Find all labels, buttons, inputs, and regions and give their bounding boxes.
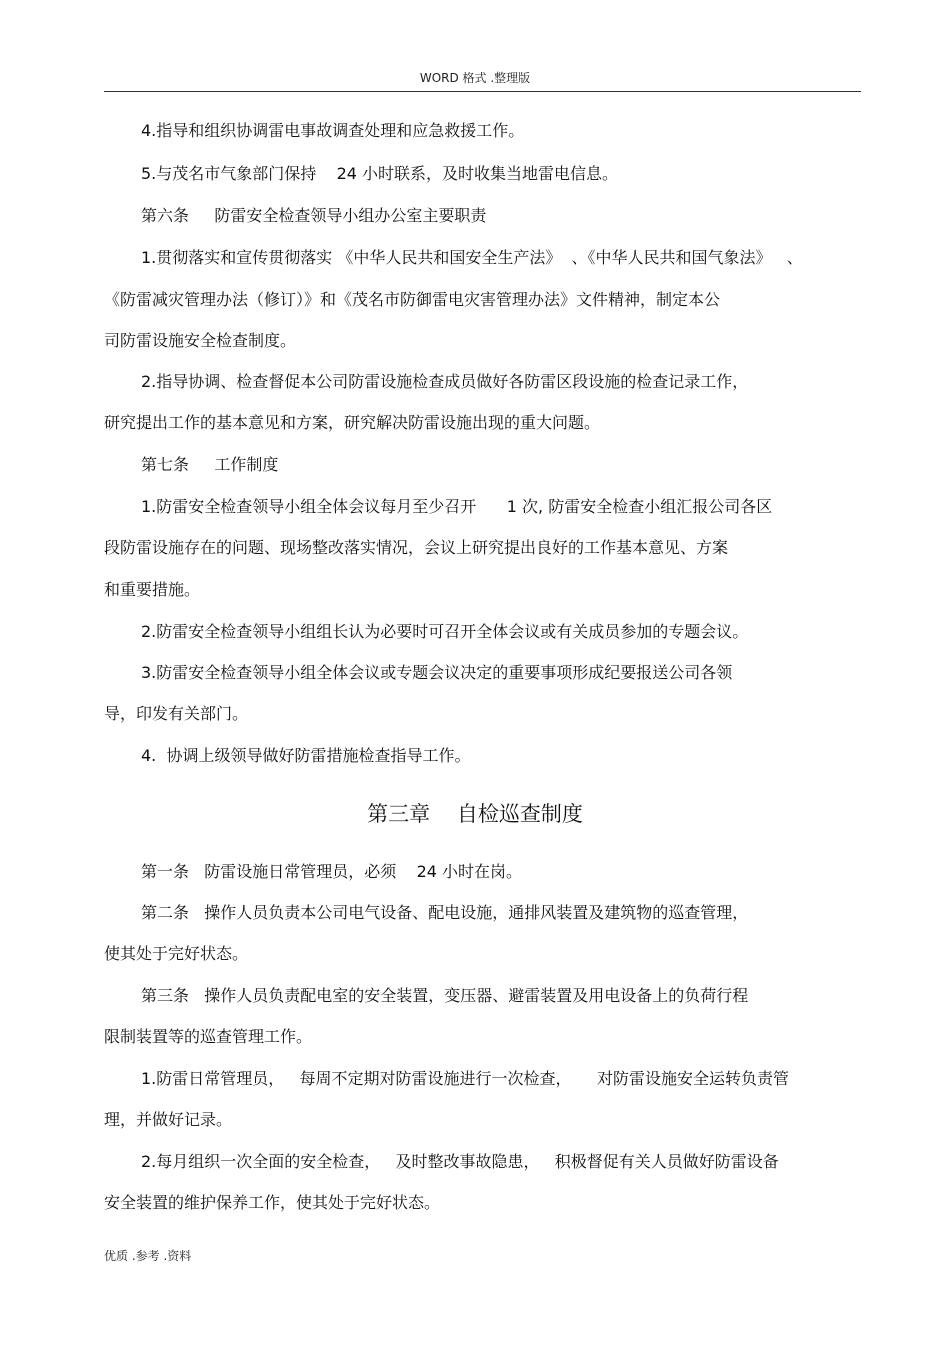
paragraph-line: 段防雷设施存在的问题、现场整改落实情况，会议上研究提出良好的工作基本意见、方案 — [104, 538, 729, 557]
paragraph-line: 4.指导和组织协调雷电事故调查处理和应急救援工作。 — [141, 121, 525, 140]
paragraph-line: 和重要措施。 — [104, 580, 201, 599]
article-line: 第一条 防雷设施日常管理员，必须 24 小时在岗。 — [141, 862, 523, 881]
paragraph-line: 导，印发有关部门。 — [104, 704, 249, 723]
page-header: WORD 格式 .整理版 — [419, 71, 531, 85]
paragraph-line: 1.防雷日常管理员， 每周不定期对防雷设施进行一次检查， 对防雷设施安全运转负责管 — [141, 1069, 789, 1088]
paragraph-line: 2.每月组织一次全面的安全检查， 及时整改事故隐患， 积极督促有关人员做好防雷设备 — [141, 1152, 779, 1171]
paragraph-line: 4. 协调上级领导做好防雷措施检查指导工作。 — [141, 746, 471, 765]
article-title: 第六条 防雷安全检查领导小组办公室主要职责 — [141, 206, 487, 225]
article-line: 第三条 操作人员负责配电室的安全装置，变压器、避雷装置及用电设备上的负荷行程 — [141, 986, 749, 1005]
paragraph-line: 1.防雷安全检查领导小组全体会议每月至少召开 1 次, 防雷安全检查小组汇报公司各区 — [141, 497, 773, 516]
paragraph-line: 司防雷设施安全检查制度。 — [104, 331, 297, 350]
paragraph-line: 5.与茂名市气象部门保持 24 小时联系，及时收集当地雷电信息。 — [141, 164, 619, 183]
header-divider — [104, 91, 861, 92]
paragraph-line: 2.防雷安全检查领导小组组长认为必要时可召开全体会议或有关成员参加的专题会议。 — [141, 622, 749, 641]
paragraph-line: 理，并做好记录。 — [104, 1110, 233, 1129]
paragraph-line: 研究提出工作的基本意见和方案，研究解决防雷设施出现的重大问题。 — [104, 413, 601, 432]
article-title: 第七条 工作制度 — [141, 455, 279, 474]
chapter-heading: 第三章 自检巡查制度 — [367, 802, 583, 826]
paragraph-line: 2.指导协调、检查督促本公司防雷设施检查成员做好各防雷区段设施的检查记录工作， — [141, 372, 749, 391]
paragraph-line: 《防雷减灾管理办法（修订）》和《茂名市防御雷电灾害管理办法》文件精神，制定本公 — [104, 290, 721, 309]
paragraph-line: 1.贯彻落实和宣传贯彻落实 《中华人民共和国安全生产法》 、《中华人民共和国气象法》 、 — [141, 248, 803, 267]
paragraph-line: 使其处于完好状态。 — [104, 944, 249, 963]
page-footer: 优质 .参考 .资料 — [104, 1249, 192, 1263]
paragraph-line: 限制装置等的巡查管理工作。 — [104, 1027, 313, 1046]
paragraph-line: 安全装置的维护保养工作，使其处于完好状态。 — [104, 1193, 441, 1212]
article-line: 第二条 操作人员负责本公司电气设备、配电设施，通排风装置及建筑物的巡查管理， — [141, 903, 749, 922]
paragraph-line: 3.防雷安全检查领导小组全体会议或专题会议决定的重要事项形成纪要报送公司各领 — [141, 663, 733, 682]
